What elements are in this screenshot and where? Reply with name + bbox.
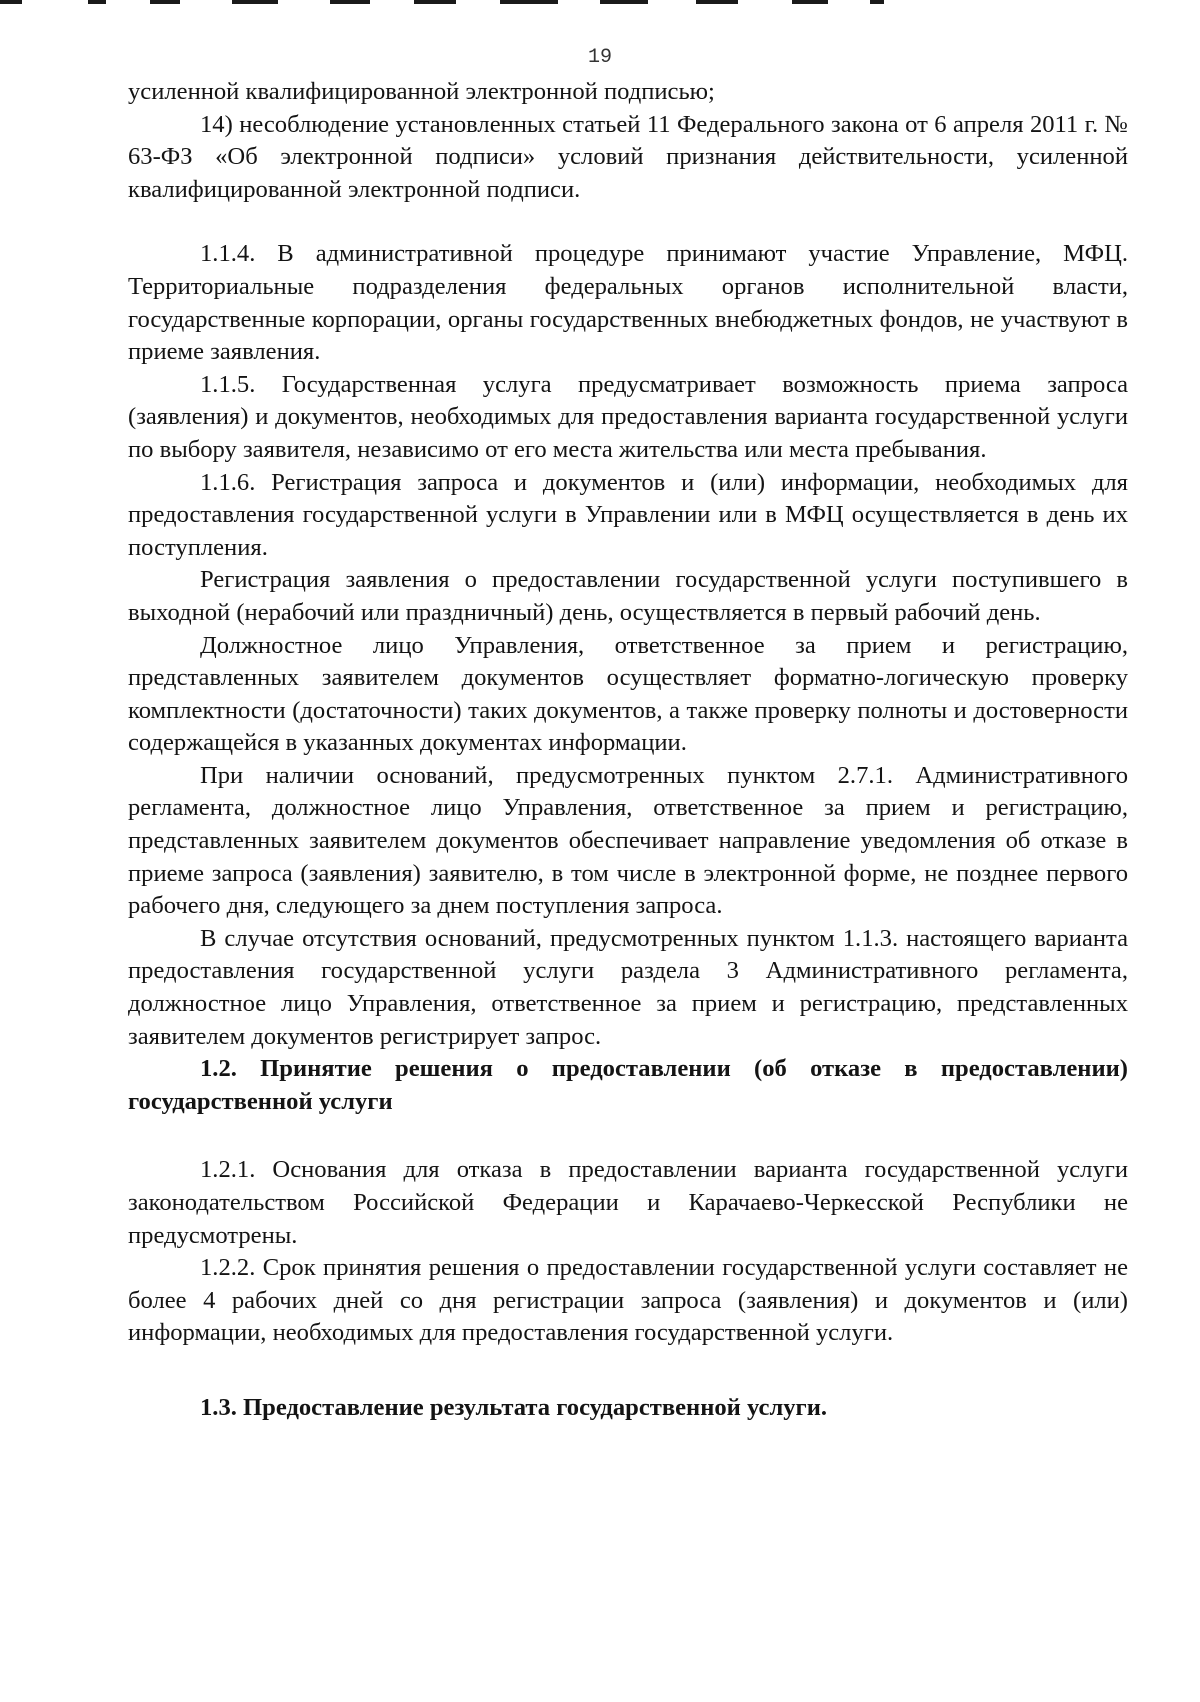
paragraph-official-check: Должностное лицо Управления, ответственное за прием и регистрацию, представленных заявителем документов осуществляет форматно-логическую проверку комплектности (достаточности) таких документов, а также проверку полноты и достоверности содержащейся в указанных документах информации. (128, 631, 1128, 757)
scan-edge-artifact (0, 0, 1200, 8)
paragraph-no-grounds: В случае отсутствия оснований, предусмотренных пунктом 1.1.3. настоящего варианта предоставления государственной услуги раздела 3 Административного регламента, должностное лицо Управления, ответственное за прием и регистрацию, представленных заявителем документов регистрирует запрос. (128, 924, 1128, 1050)
paragraph-1-1-5: 1.1.5. Государственная услуга предусматривает возможность приема запроса (заявления) и документов, необходимых для предоставления варианта государственной услуги по выбору заявителя, независимо от его места жительства или места пребывания. (128, 370, 1128, 463)
spacer (128, 1118, 1128, 1154)
section-heading-1-3: 1.3. Предоставление результата государственной услуги. (200, 1393, 828, 1421)
paragraph-1-1-4: 1.1.4. В административной процедуре принимают участие Управление, МФЦ. Территориальные подразделения федеральных органов исполнительной власти, государственные корпорации, органы государственных внебюджетных фондов, не участвуют в приеме заявления. (128, 240, 1128, 366)
page-number: 19 (587, 46, 612, 69)
paragraph-1-2-2: 1.2.2. Срок принятия решения о предоставлении государственной услуги составляет не более 4 рабочих дней со дня регистрации запроса (заявления) и документов и (или) информации, необходимых для предоставления государственной услуги. (128, 1254, 1128, 1347)
section-heading-1-2: 1.2. Принятие решения о предоставлении (об отказе в предоставлении) государственной услуги (128, 1055, 1128, 1115)
paragraph-item-14: 14) несоблюдение установленных статьей 11 Федерального закона от 6 апреля 2011 г. № 63-ФЗ «Об электронной подписи» условий признания действительности, усиленной квалифицированной электронной подписи. (128, 110, 1128, 203)
spacer (128, 1350, 1128, 1392)
paragraph-registration: Регистрация заявления о предоставлении государственной услуги поступившего в выходной (нерабочий или праздничный) день, осуществляется в первый рабочий день. (128, 566, 1128, 626)
paragraph-1-2-1: 1.2.1. Основания для отказа в предоставлении варианта государственной услуги законодательством Российской Федерации и Карачаево-Черкесской Республики не предусмотрены. (128, 1156, 1128, 1249)
document-body (128, 76, 1128, 1425)
paragraph-continuation: усиленной квалифицированной электронной подписью; (128, 78, 715, 105)
spacer (128, 206, 1128, 238)
paragraph-refusal-grounds: При наличии оснований, предусмотренных пунктом 2.7.1. Административного регламента, должностное лицо Управления, ответственное за прием и регистрацию, представленных заявителем документов обеспечивает направление уведомления об отказе в приеме запроса (заявления) заявителю, в том числе в электронной форме, не позднее первого рабочего дня, следующего за днем поступления запроса. (128, 761, 1128, 920)
paragraph-1-1-6: 1.1.6. Регистрация запроса и документов и (или) информации, необходимых для предоставления государственной услуги в Управлении или в МФЦ осуществляется в день их поступления. (128, 468, 1128, 561)
